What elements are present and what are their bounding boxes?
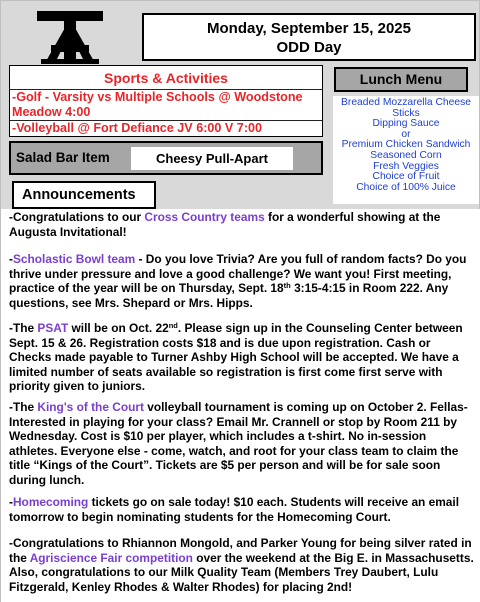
announcements-title: Announcements <box>12 181 156 209</box>
lunch-item: Seasoned Corn <box>370 149 442 161</box>
announcement-text: -Congratulations to our <box>9 210 145 224</box>
announcements-body <box>1 209 480 602</box>
announcement-agriscience <box>9 536 475 594</box>
announcement-scholastic-bowl <box>9 252 475 310</box>
lunch-item: Premium Chicken Sandwich <box>341 139 471 151</box>
announcement-highlight: King's of the Court <box>37 400 144 414</box>
announcement-text: -Congratulations to Rhiannon Mongold, and Parker Young for being silver rated in the <box>9 536 472 565</box>
date-banner <box>142 13 476 61</box>
announcement-text: . Please sign up in the Counseling Center between Sept. 15 & 26. Registration costs $18 and is due upon registration. Cash or Checks made payable to Turner Ashby High School will be accepted. We have a limited number of seats available so registration is first come first serve with priority given to juniors. <box>9 321 463 394</box>
salad-bar-label: Salad Bar Item <box>16 150 110 165</box>
announcement-text: - <box>9 252 13 266</box>
salad-bar-value: Cheesy Pull-Apart <box>131 147 293 170</box>
announcement-cross-country <box>9 210 475 239</box>
announcement-kings-of-the-court <box>9 400 475 488</box>
announcement-text: - Do you love Trivia? Are you full of random facts? Do you thrive under pressure and love a good challenge? We want you! First meeting, practice of the year will be on Thursday, Sept. 18 <box>9 252 467 296</box>
lunch-item: Sticks <box>392 107 420 119</box>
announcement-text: - <box>9 495 13 509</box>
announcement-highlight: Cross Country teams <box>144 210 265 224</box>
announcement-highlight: Agriscience Fair competition <box>29 550 193 565</box>
announcement-text: for a wonderful showing at the Augusta Invitational! <box>9 210 441 239</box>
sports-item: -Volleyball @ Fort Defiance JV 6:00 V 7:00 <box>10 120 322 136</box>
announcement-text: -The <box>9 400 38 414</box>
sports-activities-panel <box>9 65 323 137</box>
sports-title: Sports & Activities <box>104 70 228 86</box>
announcement-text: volleyball tournament is coming up on October 2. Fellas-Interested in playing for your class? Email Mr. Crannell or stop by Room 211 by Wednesday. Cost is $10 per player, which includes a t-shirt. No in-session athletes. Everyone else - come, watch, and root for your class team to claim the title “Kings of the Court”. Tickets are $5 per person and will be for sale soon during lunch. <box>9 400 468 487</box>
lunch-menu-title: Lunch Menu <box>334 67 468 92</box>
date-text: Monday, September 15, 2025 <box>207 20 411 37</box>
day-type-text: ODD Day <box>276 39 342 56</box>
lunch-item: Dipping Sauce <box>372 118 440 130</box>
lunch-item: Fresh Veggies <box>373 160 439 172</box>
lunch-menu-list <box>333 96 479 204</box>
announcement-superscript: nd <box>168 321 178 330</box>
sports-item: -Golf - Varsity vs Multiple Schools @ Woodstone <box>10 89 322 105</box>
announcement-text: 3:15-4:15 in Room 222. Any questions, see Mrs. Shepard or Mrs. Hipps. <box>9 281 449 310</box>
announcement-text: will be on Oct. 22 <box>68 321 169 335</box>
announcement-highlight: PSAT <box>37 321 69 335</box>
announcement-text: -The <box>9 321 38 335</box>
lunch-item: Choice of Fruit <box>372 171 440 183</box>
lunch-item: Choice of 100% Juice <box>356 181 456 193</box>
announcement-highlight: Homecoming <box>12 495 89 509</box>
school-logo-icon <box>35 7 105 65</box>
sports-item: Meadow 4:00 <box>12 105 91 119</box>
announcement-highlight: Scholastic Bowl team <box>12 252 136 266</box>
lunch-item: Breaded Mozzarella Cheese <box>341 97 471 108</box>
announcement-superscript: th <box>283 281 291 291</box>
lunch-item: or <box>401 128 411 140</box>
salad-bar-panel <box>9 141 323 175</box>
announcement-text: tickets go on sale today! $10 each. Students will receive an email tomorrow to begin nominating students for the Homecoming Court. <box>9 495 460 524</box>
announcement-psat <box>9 321 475 394</box>
announcement-text: over the weekend at the Big E. in Massachusetts. Also, congratulations to our Milk Quality Team (Members Trey Daubert, Lulu Fitzgerald, Kenley Rhodes & Walter Rhodes) for placing 2nd! <box>9 550 474 594</box>
announcement-homecoming <box>9 495 475 524</box>
